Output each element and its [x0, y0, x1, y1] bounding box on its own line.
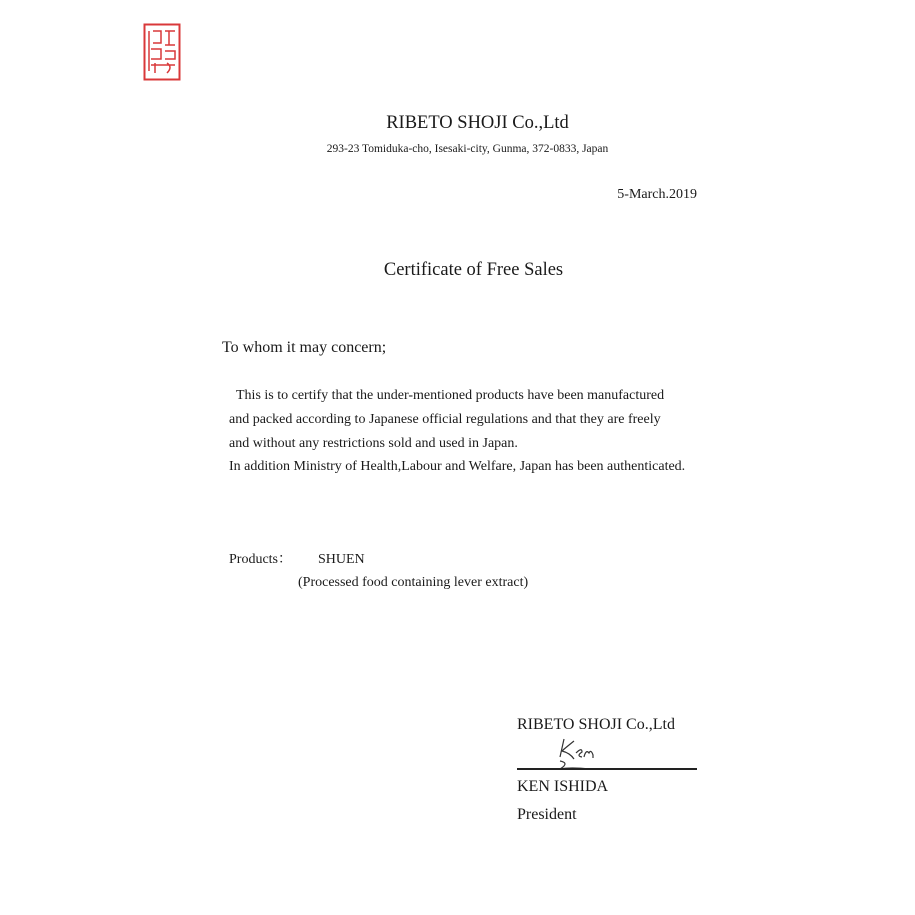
signature-line — [517, 768, 697, 770]
handwritten-signature — [550, 733, 620, 778]
body-line: This is to certify that the under-mentioned products have been manufactured — [236, 388, 665, 403]
products-label: Products： — [229, 552, 292, 567]
signatory-name: KEN ISHIDA — [517, 778, 609, 795]
company-address: 293-23 Tomiduka-cho, Isesaki-city, Gunma, 372-0833, Japan — [326, 143, 609, 155]
document-title: Certificate of Free Sales — [383, 260, 564, 280]
company-name: RIBETO SHOJI Co.,Ltd — [386, 113, 569, 133]
body-line: In addition Ministry of Health,Labour and Welfare, Japan has been authenticated. — [229, 459, 686, 474]
document-date: 5-March.2019 — [617, 187, 697, 202]
company-seal-stamp — [143, 23, 181, 81]
product-name: SHUEN — [318, 552, 365, 567]
body-line: and packed according to Japanese official regulations and that they are freely — [229, 412, 661, 427]
signature-company: RIBETO SHOJI Co.,Ltd — [517, 716, 675, 733]
product-description: (Processed food containing lever extract) — [298, 575, 529, 590]
signatory-role: President — [517, 806, 577, 823]
salutation: To whom it may concern; — [222, 339, 387, 356]
body-line: and without any restrictions sold and used in Japan. — [229, 436, 518, 451]
